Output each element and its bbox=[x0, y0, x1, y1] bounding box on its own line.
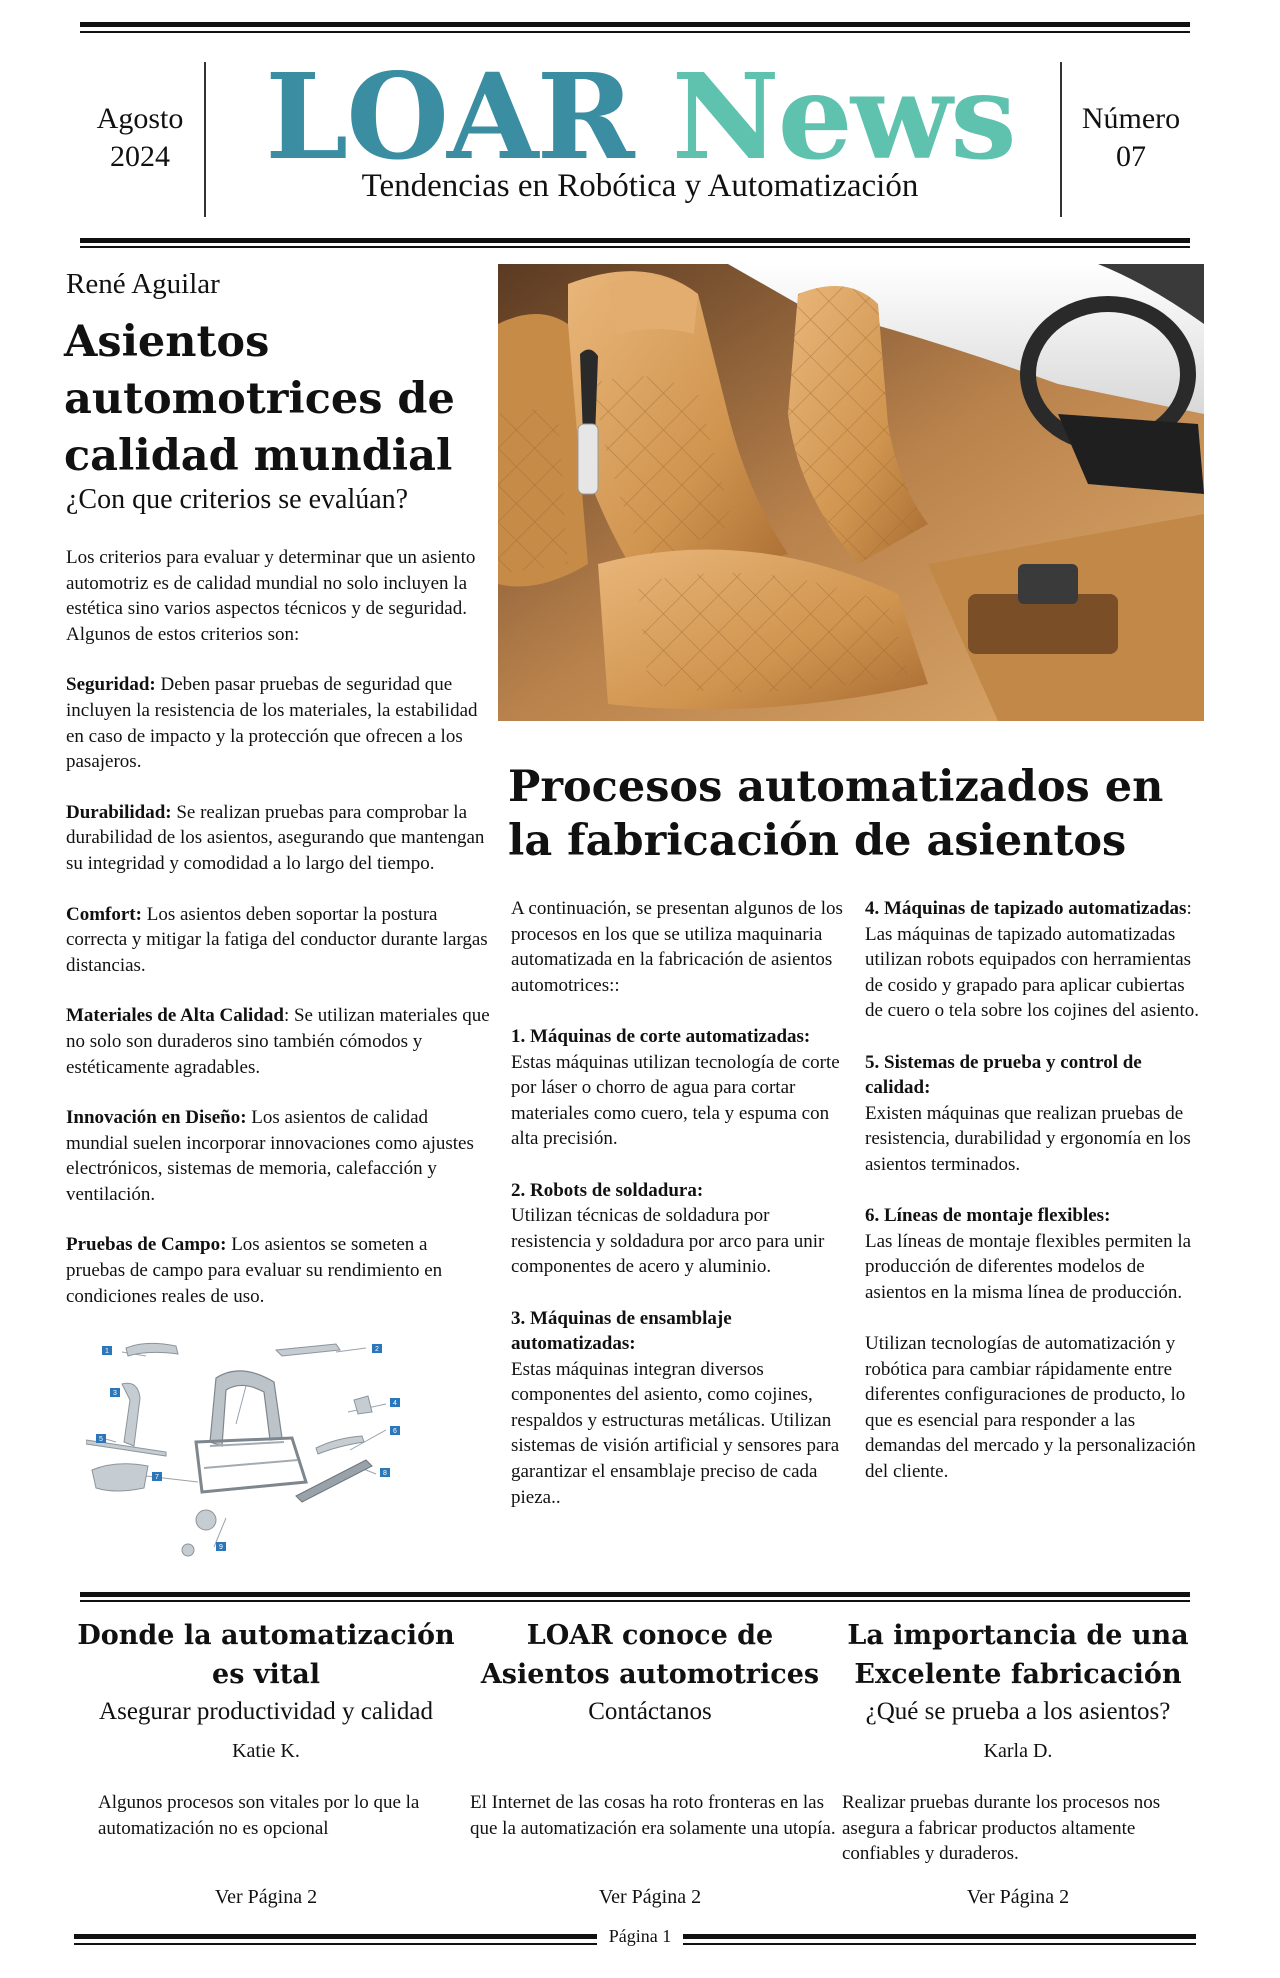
page-number bbox=[0, 1926, 1280, 1947]
teaser-subtitle: ¿Qué se prueba a los asientos? bbox=[865, 1698, 1171, 1725]
bottom-section-rule-thin bbox=[80, 1600, 1190, 1602]
page-number-label: Página 1 bbox=[597, 1926, 684, 1946]
teaser-body: Realizar pruebas durante los procesos nos asegura a fabricar productos altamente confiables y duraderos. bbox=[842, 1792, 1161, 1865]
diagram-label-1: 1 bbox=[105, 1348, 109, 1355]
masthead-title-news: News bbox=[671, 47, 1015, 186]
process-item-heading: 1. Máquinas de corte automatizadas: bbox=[511, 1025, 811, 1047]
criterion-seguridad bbox=[66, 672, 491, 774]
process-item-heading: 4. Máquinas de tapizado automatizadas bbox=[865, 898, 1187, 919]
criterion-materiales bbox=[66, 1003, 491, 1080]
teaser-link[interactable]: Ver Página 2 bbox=[214, 1886, 318, 1908]
process-item-text: Utilizan técnicas de soldadura por resistencia y soldadura por arco para unir componentes de acero y aluminio. bbox=[511, 1205, 825, 1278]
teaser-author: Karla D. bbox=[983, 1740, 1053, 1762]
top-rule-thin bbox=[80, 31, 1190, 33]
diagram-label-3: 3 bbox=[113, 1390, 117, 1397]
diagram-label-4: 4 bbox=[393, 1400, 397, 1407]
teaser-subtitle: Contáctanos bbox=[588, 1698, 712, 1725]
process-item-3 bbox=[511, 1306, 851, 1511]
teaser-link[interactable]: Ver Página 2 bbox=[966, 1886, 1070, 1908]
process-item-heading: 2. Robots de soldadura: bbox=[511, 1179, 704, 1201]
lead-intro: Los criterios para evaluar y determinar que un asiento automotriz es de calidad mundial no solo incluyen la estética sino varios aspectos técnicos y de seguridad. Algunos de estos criterios son: bbox=[66, 547, 476, 645]
process-item-heading: 3. Máquinas de ensamblaje automatizadas: bbox=[511, 1307, 732, 1355]
issue-number-block bbox=[1066, 100, 1196, 176]
teaser-author: Katie K. bbox=[232, 1740, 300, 1762]
criterion-text: Se realizan pruebas para comprobar la durabilidad de los asientos, asegurando que mantengan su integridad y comodidad a lo largo del tiempo. bbox=[66, 801, 485, 874]
lead-subheadline: ¿Con que criterios se evalúan? bbox=[66, 484, 409, 515]
teaser-link[interactable]: Ver Página 2 bbox=[598, 1886, 702, 1908]
criterion-text: Los asientos deben soportar la postura correcta y mitigar la fatiga del conductor durante largas distancias. bbox=[66, 903, 488, 976]
process-column-left bbox=[511, 896, 851, 1536]
teaser-body: Algunos procesos son vitales por lo que la automatización no es opcional bbox=[98, 1792, 420, 1839]
process-item-1 bbox=[511, 1024, 851, 1152]
masthead-subtitle: Tendencias en Robótica y Automatización bbox=[361, 168, 919, 204]
criterion-term: Pruebas de Campo: bbox=[66, 1234, 227, 1256]
masthead-title-loar: LOAR bbox=[265, 47, 633, 186]
criterion-term: Durabilidad: bbox=[66, 801, 172, 823]
issue-number: 07 bbox=[1116, 140, 1146, 173]
masthead-bottom-rule bbox=[80, 238, 1190, 243]
process-item-text: Estas máquinas integran diversos componentes del asiento, como cojines, respaldos y estructuras metálicas. Utilizan sistemas de visión artificial y sensores para garantizar el ensamblaje preciso de cada pieza.. bbox=[511, 1358, 840, 1508]
criterion-innovacion bbox=[66, 1105, 491, 1207]
teaser-title: La importancia de una Excelente fabricación bbox=[847, 1620, 1189, 1690]
criterion-term: Seguridad: bbox=[66, 674, 156, 696]
car-seat-photo bbox=[498, 264, 1204, 721]
masthead-divider-left bbox=[204, 62, 206, 217]
teaser-box-1 bbox=[76, 1616, 456, 1909]
process-item-5 bbox=[865, 1050, 1205, 1178]
issue-year: 2024 bbox=[110, 140, 170, 173]
issue-date bbox=[80, 100, 200, 176]
diagram-label-9: 9 bbox=[219, 1544, 223, 1551]
diagram-label-2: 2 bbox=[375, 1346, 379, 1353]
criterion-term: Comfort: bbox=[66, 903, 142, 925]
process-column-right bbox=[865, 896, 1205, 1510]
diagram-label-5: 5 bbox=[99, 1436, 103, 1443]
process-item-4 bbox=[865, 896, 1205, 1024]
process-item-text: Las máquinas de tapizado automatizadas utilizan robots equipados con herramientas de cosido y grapado para aplicar cubiertas de cuero o tela sobre los cojines del asiento. bbox=[865, 923, 1199, 1022]
masthead-bottom-rule-thin bbox=[80, 246, 1190, 248]
process-article-title: Procesos automatizados en la fabricación de asientos bbox=[508, 762, 1164, 866]
criterion-comfort bbox=[66, 902, 491, 979]
process-item-text: Estas máquinas utilizan tecnología de corte por láser o chorro de agua para cortar materiales como cuero, tela y espuma con alta precisión. bbox=[511, 1051, 840, 1150]
bottom-section-rule bbox=[80, 1592, 1190, 1597]
criterion-term: Materiales de Alta Calidad bbox=[66, 1005, 284, 1027]
lead-body bbox=[66, 545, 491, 1334]
process-closing: Utilizan tecnologías de automatización y robótica para cambiar rápidamente entre diferentes configuraciones de producto, lo que es esencial para responder a las demandas del mercado y la personalización del cliente. bbox=[865, 1333, 1196, 1483]
process-item-text: Las líneas de montaje flexibles permiten la producción de diferentes modelos de asientos en la misma línea de producción. bbox=[865, 1230, 1192, 1303]
top-rule bbox=[80, 22, 1190, 27]
issue-label: Número bbox=[1081, 102, 1181, 135]
teaser-box-2 bbox=[460, 1616, 840, 1909]
process-intro: A continuación, se presentan algunos de los procesos en los que se utiliza maquinaria automatizada en la fabricación de asientos automotrices:: bbox=[511, 898, 843, 996]
criterion-term: Innovación en Diseño: bbox=[66, 1107, 247, 1129]
criterion-pruebas bbox=[66, 1232, 491, 1309]
teaser-subtitle: Asegurar productividad y calidad bbox=[99, 1698, 433, 1725]
process-item-text: Existen máquinas que realizan pruebas de resistencia, durabilidad y ergonomía en los asientos terminados. bbox=[865, 1102, 1191, 1175]
criterion-text: Deben pasar pruebas de seguridad que incluyen la resistencia de los materiales, la estabilidad en caso de impacto y la protección que ofrecen a los pasajeros. bbox=[66, 674, 478, 773]
seat-frame-diagram bbox=[86, 1342, 496, 1582]
issue-month: Agosto bbox=[96, 102, 184, 135]
diagram-label-8: 8 bbox=[383, 1470, 387, 1477]
diagram-label-7: 7 bbox=[155, 1474, 159, 1481]
criterion-text: Los asientos de calidad mundial suelen incorporar innovaciones como ajustes electrónicos, sistemas de memoria, calefacción y ventilación. bbox=[66, 1107, 474, 1205]
lead-headline: Asientos automotrices de calidad mundial bbox=[64, 317, 455, 481]
teaser-title: LOAR conoce de Asientos automotrices bbox=[480, 1620, 820, 1690]
diagram-label-6: 6 bbox=[393, 1428, 397, 1435]
teaser-author bbox=[460, 1740, 840, 1768]
masthead-divider-right bbox=[1060, 62, 1062, 217]
criterion-text: Los asientos se someten a pruebas de campo para evaluar su rendimiento en condiciones reales de uso. bbox=[66, 1234, 443, 1307]
criterion-durabilidad bbox=[66, 800, 491, 877]
process-item-heading: 6. Líneas de montaje flexibles: bbox=[865, 1205, 1111, 1227]
criterion-text: : Se utilizan materiales que no solo son duraderos sino también cómodos y estéticamente agradables. bbox=[66, 1005, 490, 1078]
teaser-box-3 bbox=[828, 1616, 1208, 1909]
process-item-2 bbox=[511, 1178, 851, 1280]
process-item-heading-suffix: : bbox=[1186, 898, 1192, 919]
teaser-body: El Internet de las cosas ha roto fronteras en las que la automatización era solamente una utopía. bbox=[470, 1792, 836, 1839]
lead-author: René Aguilar bbox=[66, 268, 220, 300]
teaser-title: Donde la automatización es vital bbox=[77, 1620, 455, 1690]
process-item-6 bbox=[865, 1203, 1205, 1305]
process-item-heading: 5. Sistemas de prueba y control de calidad: bbox=[865, 1051, 1142, 1099]
